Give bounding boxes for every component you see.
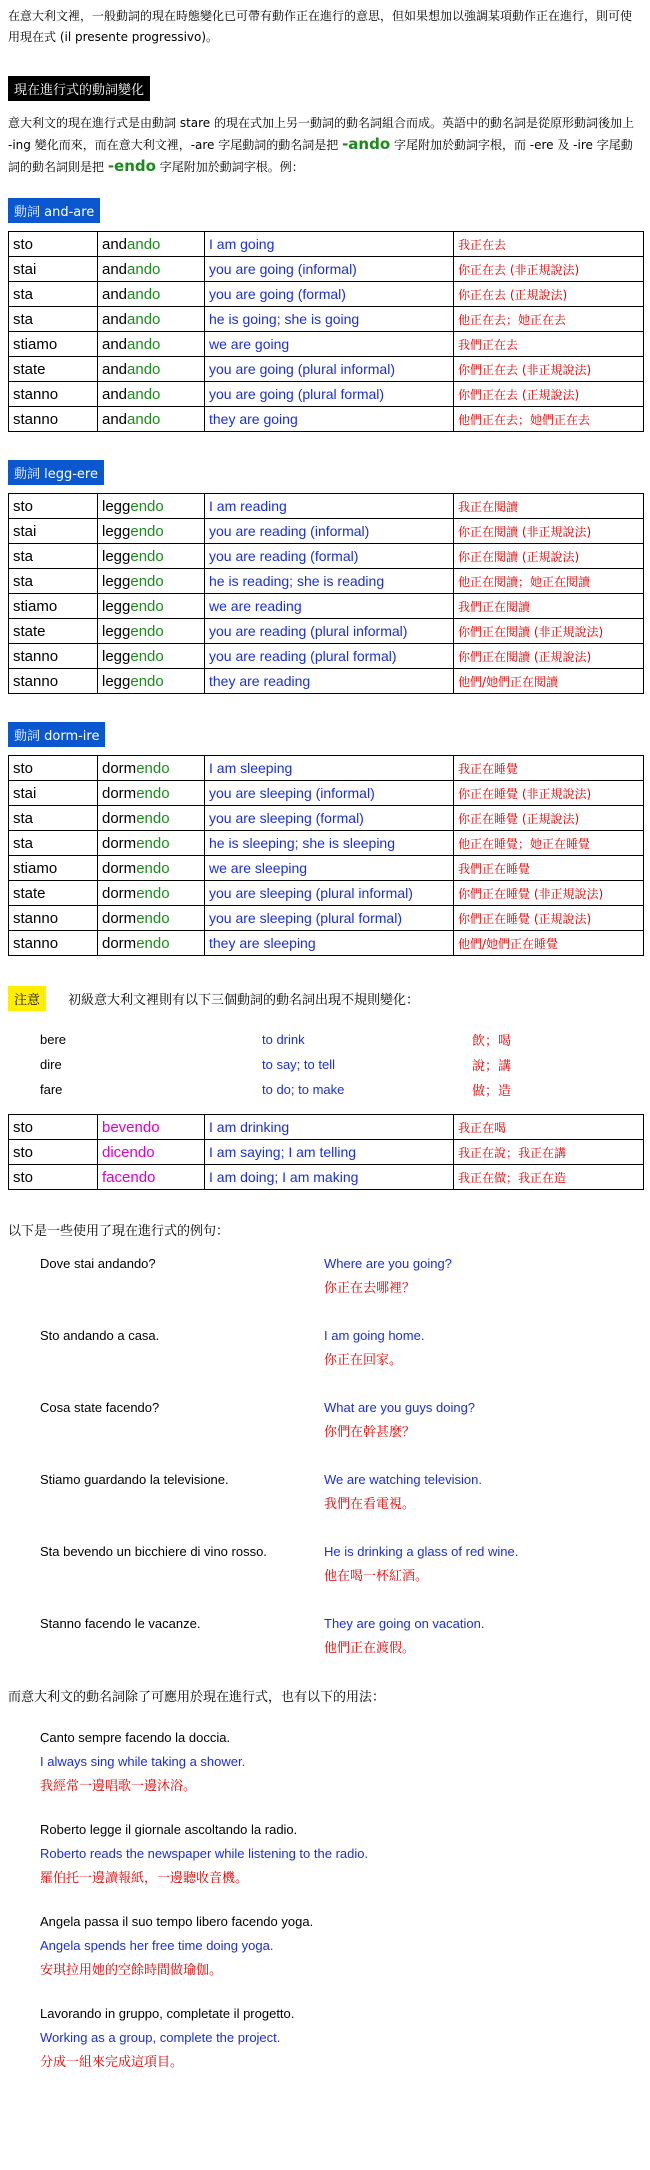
example-pair <box>40 1612 642 1660</box>
english-cell: I am sleeping <box>205 756 454 781</box>
note-text: 初級意大利文裡則有以下三個動詞的動名詞出現不規則變化： <box>68 993 420 1008</box>
chinese-cell: 你正在睡覺 (非正規說法) <box>454 781 644 806</box>
chinese-cell: 你們正在睡覺 (正規說法) <box>454 906 644 931</box>
example-italian: Sta bevendo un bicchiere di vino rosso. <box>40 1544 267 1559</box>
pronoun-form-cell: sto <box>9 756 98 781</box>
gerund-ending: endo <box>136 884 170 902</box>
gerund-cell <box>98 494 205 519</box>
gerund-ending: endo <box>130 547 164 565</box>
english-cell: he is going; she is going <box>205 307 454 332</box>
gerund-ending: endo <box>130 572 164 590</box>
explanation-paragraph <box>8 113 642 178</box>
example-english: He is drinking a glass of red wine. <box>324 1544 519 1559</box>
example-italian: Dove stai andando? <box>40 1256 156 1271</box>
chinese-cell: 我們正在去 <box>454 332 644 357</box>
chinese-cell: 他正在去；她正在去 <box>454 307 644 332</box>
table-title-leggere: 動詞 legg-ere <box>8 460 104 485</box>
gerund-ending: ando <box>127 410 161 428</box>
gerund-stem: dorm <box>102 859 137 877</box>
gerund-cell <box>98 407 205 432</box>
pronoun-form-cell: stiamo <box>9 332 98 357</box>
pronoun-form-cell: sta <box>9 806 98 831</box>
gerund-ending: endo <box>130 497 164 515</box>
irregular-gerund: dicendo <box>102 1143 155 1161</box>
gerund-ending: endo <box>136 834 170 852</box>
table-row <box>9 931 644 956</box>
table-row <box>9 357 644 382</box>
usage-example <box>40 1818 642 1890</box>
english-cell: we are sleeping <box>205 856 454 881</box>
english-cell: we are reading <box>205 594 454 619</box>
pronoun-form-cell: sta <box>9 569 98 594</box>
table-row <box>9 669 644 694</box>
chinese-cell: 我正在閱讀 <box>454 494 644 519</box>
gerund-stem: and <box>102 335 128 353</box>
chinese-cell: 我正在去 <box>454 232 644 257</box>
gerund-stem: legg <box>102 597 131 615</box>
verb-chinese: 做；造 <box>472 1083 512 1098</box>
example-italian: Cosa state facendo? <box>40 1400 160 1415</box>
english-cell: you are reading (plural formal) <box>205 644 454 669</box>
table-title-andare: 動詞 and-are <box>8 198 100 223</box>
english-cell: they are going <box>205 407 454 432</box>
pronoun-form-cell: sto <box>9 1165 98 1190</box>
gerund-stem: dorm <box>102 884 137 902</box>
usage-italian: Lavorando in gruppo, completate il progetto. <box>40 2006 295 2021</box>
usage-english: I always sing while taking a shower. <box>40 1754 246 1769</box>
pronoun-form-cell: stanno <box>9 931 98 956</box>
verb-chinese: 說；講 <box>472 1058 512 1073</box>
gerund-cell <box>98 257 205 282</box>
chinese-cell: 我正在喝 <box>454 1115 644 1140</box>
chinese-cell: 你正在去 (正規說法) <box>454 282 644 307</box>
usage-english: Roberto reads the newspaper while listening to the radio. <box>40 1846 369 1861</box>
table-row <box>9 906 644 931</box>
table-row <box>9 756 644 781</box>
example-pair <box>40 1396 642 1444</box>
table-row <box>9 407 644 432</box>
verb-english: to drink <box>262 1032 305 1047</box>
gerund-ending: endo <box>136 759 170 777</box>
gerund-stem: dorm <box>102 809 137 827</box>
chinese-cell: 我正在說；我正在講 <box>454 1140 644 1165</box>
table-row <box>9 257 644 282</box>
verb-english: to say; to tell <box>262 1057 335 1072</box>
gerund-cell <box>98 1140 205 1165</box>
gerund-cell <box>98 881 205 906</box>
gerund-cell <box>98 1165 205 1190</box>
verb-chinese: 飲；喝 <box>472 1033 512 1048</box>
pronoun-form-cell: stai <box>9 781 98 806</box>
gerund-cell <box>98 906 205 931</box>
gerund-stem: and <box>102 285 128 303</box>
conjugation-block-andare <box>8 198 642 432</box>
example-pair <box>40 1468 642 1516</box>
gerund-ending: endo <box>136 784 170 802</box>
example-english: I am going home. <box>324 1328 425 1343</box>
gerund-stem: dorm <box>102 834 137 852</box>
usage-chinese: 我經常一邊唱歌一邊沐浴。 <box>40 1778 197 1793</box>
chinese-cell: 你正在去 (非正規說法) <box>454 257 644 282</box>
table-row <box>9 644 644 669</box>
verb-infinitive: dire <box>40 1057 62 1072</box>
pronoun-form-cell: sta <box>9 307 98 332</box>
english-cell: I am doing; I am making <box>205 1165 454 1190</box>
gerund-ending: endo <box>130 522 164 540</box>
gerund-stem: dorm <box>102 909 137 927</box>
examples-intro: 以下是一些使用了現在進行式的例句： <box>8 1224 230 1239</box>
table-row <box>9 856 644 881</box>
gerund-cell <box>98 594 205 619</box>
table-row <box>9 1165 644 1190</box>
gerund-stem: legg <box>102 497 131 515</box>
pronoun-form-cell: stanno <box>9 644 98 669</box>
example-chinese: 你正在去哪裡？ <box>324 1280 416 1295</box>
gerund-cell <box>98 931 205 956</box>
table-row <box>9 282 644 307</box>
pronoun-form-cell: sta <box>9 544 98 569</box>
explanation-text-1: 意大利文的現在進行式是由動詞 stare 的現在式加上另一動詞的動名詞組合而成。英語中的動名詞是從原形動詞後加上 -ing 變化而來，而在意大利文裡，-are 字尾動詞的動名詞是把 <box>8 116 634 152</box>
ando-ending: -ando <box>342 135 391 153</box>
english-cell: I am drinking <box>205 1115 454 1140</box>
table-row <box>9 494 644 519</box>
gerund-stem: legg <box>102 547 131 565</box>
usage-example <box>40 1726 642 1798</box>
irregular-gerund-table <box>8 1114 644 1190</box>
pronoun-form-cell: sto <box>9 232 98 257</box>
irregular-gerund: facendo <box>102 1168 156 1186</box>
intro-paragraph: 在意大利文裡，一般動詞的現在時態變化已可帶有動作正在進行的意思，但如果想加以強調某項動作正在進行，則可使用現在式 (il presente progressivo)。 <box>8 9 633 44</box>
english-cell: you are reading (plural informal) <box>205 619 454 644</box>
explanation-text-2: 字尾附加於動詞字根，而 -ere 及 -ire 字尾動詞的動名詞則是把 <box>8 138 633 174</box>
irregular-verb-list <box>40 1027 642 1102</box>
gerund-ending: endo <box>130 622 164 640</box>
chinese-cell: 你們正在閱讀 (正規說法) <box>454 644 644 669</box>
conjugation-table-dormire <box>8 755 644 956</box>
note-block <box>8 986 642 1011</box>
verb-english: to do; to make <box>262 1082 345 1097</box>
usage-intro: 而意大利文的動名詞除了可應用於現在進行式，也有以下的用法： <box>8 1690 386 1705</box>
usage-italian: Angela passa il suo tempo libero facendo yoga. <box>40 1914 314 1929</box>
english-cell: I am reading <box>205 494 454 519</box>
gerund-cell <box>98 519 205 544</box>
example-english: They are going on vacation. <box>324 1616 485 1631</box>
example-italian: Stiamo guardando la televisione. <box>40 1472 229 1487</box>
english-cell: you are sleeping (plural formal) <box>205 906 454 931</box>
usage-examples <box>40 1726 642 2074</box>
usage-english: Angela spends her free time doing yoga. <box>40 1938 274 1953</box>
table-row <box>9 781 644 806</box>
example-chinese: 你正在回家。 <box>324 1352 403 1367</box>
example-translation <box>324 1252 452 1300</box>
example-pair <box>40 1252 642 1300</box>
gerund-cell <box>98 544 205 569</box>
gerund-ending: endo <box>136 934 170 952</box>
list-item <box>40 1027 642 1052</box>
example-italian: Sto andando a casa. <box>40 1328 160 1343</box>
chinese-cell: 他們正在去；她們正在去 <box>454 407 644 432</box>
chinese-cell: 你正在閱讀 (非正規說法) <box>454 519 644 544</box>
table-row <box>9 519 644 544</box>
example-translation <box>324 1612 484 1660</box>
example-translation <box>324 1540 518 1588</box>
english-cell: you are reading (formal) <box>205 544 454 569</box>
table-row <box>9 569 644 594</box>
section-title: 現在進行式的動詞變化 <box>8 76 150 101</box>
conjugation-table-leggere <box>8 493 644 694</box>
verb-infinitive: bere <box>40 1032 67 1047</box>
example-translation <box>324 1396 475 1444</box>
usage-chinese: 分成一組來完成這項目。 <box>40 2054 184 2069</box>
gerund-ending: ando <box>127 260 161 278</box>
english-cell: I am going <box>205 232 454 257</box>
chinese-cell: 他正在睡覺；她正在睡覺 <box>454 831 644 856</box>
pronoun-form-cell: sta <box>9 831 98 856</box>
english-cell: we are going <box>205 332 454 357</box>
gerund-stem: legg <box>102 572 131 590</box>
pronoun-form-cell: stai <box>9 519 98 544</box>
gerund-ending: ando <box>127 360 161 378</box>
pronoun-form-cell: sto <box>9 1115 98 1140</box>
table-row <box>9 594 644 619</box>
gerund-stem: and <box>102 385 128 403</box>
gerund-ending: endo <box>130 597 164 615</box>
chinese-cell: 我們正在睡覺 <box>454 856 644 881</box>
gerund-stem: dorm <box>102 759 137 777</box>
conjugation-table-andare <box>8 231 644 432</box>
english-cell: he is sleeping; she is sleeping <box>205 831 454 856</box>
gerund-ending: ando <box>127 385 161 403</box>
chinese-cell: 我正在做；我正在造 <box>454 1165 644 1190</box>
endo-ending: -endo <box>107 157 156 175</box>
table-row <box>9 1140 644 1165</box>
gerund-cell <box>98 1115 205 1140</box>
table-row <box>9 232 644 257</box>
table-row <box>9 307 644 332</box>
table-row <box>9 806 644 831</box>
example-english: What are you guys doing? <box>324 1400 476 1415</box>
pronoun-form-cell: stanno <box>9 906 98 931</box>
table-title-dormire: 動詞 dorm-ire <box>8 722 105 747</box>
table-row <box>9 544 644 569</box>
gerund-ending: endo <box>136 809 170 827</box>
conjugation-block-leggere <box>8 460 642 694</box>
pronoun-form-cell: stanno <box>9 407 98 432</box>
example-chinese: 他在喝一杯紅酒。 <box>324 1568 429 1583</box>
table-row <box>9 332 644 357</box>
gerund-cell <box>98 756 205 781</box>
gerund-cell <box>98 619 205 644</box>
list-item <box>40 1077 642 1102</box>
gerund-stem: dorm <box>102 784 137 802</box>
usage-english: Working as a group, complete the project. <box>40 2030 281 2045</box>
gerund-cell <box>98 357 205 382</box>
example-chinese: 我們在看電視。 <box>324 1496 416 1511</box>
pronoun-form-cell: stiamo <box>9 594 98 619</box>
example-italian: Stanno facendo le vacanze. <box>40 1616 201 1631</box>
gerund-stem: and <box>102 235 128 253</box>
gerund-stem: legg <box>102 647 131 665</box>
example-english: Where are you going? <box>324 1256 452 1271</box>
table-row <box>9 619 644 644</box>
gerund-cell <box>98 806 205 831</box>
pronoun-form-cell: state <box>9 619 98 644</box>
gerund-cell <box>98 332 205 357</box>
chinese-cell: 你們正在去 (正規說法) <box>454 382 644 407</box>
pronoun-form-cell: stanno <box>9 669 98 694</box>
english-cell: you are going (plural formal) <box>205 382 454 407</box>
chinese-cell: 我正在睡覺 <box>454 756 644 781</box>
gerund-stem: legg <box>102 672 131 690</box>
explanation-text-3: 字尾附加於動詞字根。例： <box>155 160 304 174</box>
pronoun-form-cell: stiamo <box>9 856 98 881</box>
verb-infinitive: fare <box>40 1082 63 1097</box>
english-cell: you are going (formal) <box>205 282 454 307</box>
gerund-ending: ando <box>127 310 161 328</box>
english-cell: you are going (informal) <box>205 257 454 282</box>
example-chinese: 他們正在渡假。 <box>324 1640 416 1655</box>
gerund-cell <box>98 856 205 881</box>
english-cell: they are sleeping <box>205 931 454 956</box>
table-row <box>9 831 644 856</box>
gerund-cell <box>98 382 205 407</box>
gerund-cell <box>98 307 205 332</box>
table-row <box>9 881 644 906</box>
gerund-stem: and <box>102 310 128 328</box>
gerund-ending: endo <box>136 859 170 877</box>
chinese-cell: 你們正在閱讀 (非正規說法) <box>454 619 644 644</box>
list-item <box>40 1052 642 1077</box>
pronoun-form-cell: sta <box>9 282 98 307</box>
pronoun-form-cell: sto <box>9 494 98 519</box>
usage-example <box>40 2002 642 2074</box>
usage-italian: Roberto legge il giornale ascoltando la radio. <box>40 1822 298 1837</box>
chinese-cell: 我們正在閱讀 <box>454 594 644 619</box>
english-cell: you are sleeping (informal) <box>205 781 454 806</box>
gerund-ending: endo <box>130 647 164 665</box>
usage-example <box>40 1910 642 1982</box>
gerund-ending: ando <box>127 285 161 303</box>
pronoun-form-cell: stanno <box>9 382 98 407</box>
example-translation <box>324 1324 424 1372</box>
chinese-cell: 他們/她們正在閱讀 <box>454 669 644 694</box>
irregular-gerund: bevendo <box>102 1118 160 1136</box>
english-cell: you are sleeping (plural informal) <box>205 881 454 906</box>
gerund-stem: and <box>102 260 128 278</box>
english-cell: they are reading <box>205 669 454 694</box>
gerund-cell <box>98 831 205 856</box>
gerund-stem: and <box>102 410 128 428</box>
gerund-cell <box>98 569 205 594</box>
gerund-stem: and <box>102 360 128 378</box>
gerund-ending: endo <box>130 672 164 690</box>
gerund-stem: legg <box>102 622 131 640</box>
chinese-cell: 他們/她們正在睡覺 <box>454 931 644 956</box>
chinese-cell: 你正在閱讀 (正規說法) <box>454 544 644 569</box>
chinese-cell: 他正在閱讀；她正在閱讀 <box>454 569 644 594</box>
usage-italian: Canto sempre facendo la doccia. <box>40 1730 231 1745</box>
example-pair <box>40 1324 642 1372</box>
gerund-cell <box>98 781 205 806</box>
table-row <box>9 1115 644 1140</box>
english-cell: you are reading (informal) <box>205 519 454 544</box>
gerund-cell <box>98 644 205 669</box>
conjugation-block-dormire <box>8 722 642 956</box>
note-label: 注意 <box>8 986 46 1011</box>
chinese-cell: 你們正在睡覺 (非正規說法) <box>454 881 644 906</box>
gerund-ending: endo <box>136 909 170 927</box>
english-cell: you are sleeping (formal) <box>205 806 454 831</box>
gerund-stem: legg <box>102 522 131 540</box>
gerund-ending: ando <box>127 335 161 353</box>
example-sentences <box>40 1252 642 1660</box>
usage-chinese: 羅伯托一邊讀報紙，一邊聽收音機。 <box>40 1870 249 1885</box>
example-english: We are watching television. <box>324 1472 483 1487</box>
chinese-cell: 你正在睡覺 (正規說法) <box>454 806 644 831</box>
gerund-stem: dorm <box>102 934 137 952</box>
chinese-cell: 你們正在去 (非正規說法) <box>454 357 644 382</box>
gerund-cell <box>98 232 205 257</box>
example-pair <box>40 1540 642 1588</box>
usage-chinese: 安琪拉用她的空餘時間做瑜伽。 <box>40 1962 223 1977</box>
pronoun-form-cell: sto <box>9 1140 98 1165</box>
gerund-cell <box>98 282 205 307</box>
table-row <box>9 382 644 407</box>
pronoun-form-cell: state <box>9 357 98 382</box>
english-cell: you are going (plural informal) <box>205 357 454 382</box>
english-cell: he is reading; she is reading <box>205 569 454 594</box>
example-translation <box>324 1468 482 1516</box>
pronoun-form-cell: stai <box>9 257 98 282</box>
gerund-cell <box>98 669 205 694</box>
example-chinese: 你們在幹甚麼？ <box>324 1424 416 1439</box>
pronoun-form-cell: state <box>9 881 98 906</box>
gerund-ending: ando <box>127 235 161 253</box>
english-cell: I am saying; I am telling <box>205 1140 454 1165</box>
